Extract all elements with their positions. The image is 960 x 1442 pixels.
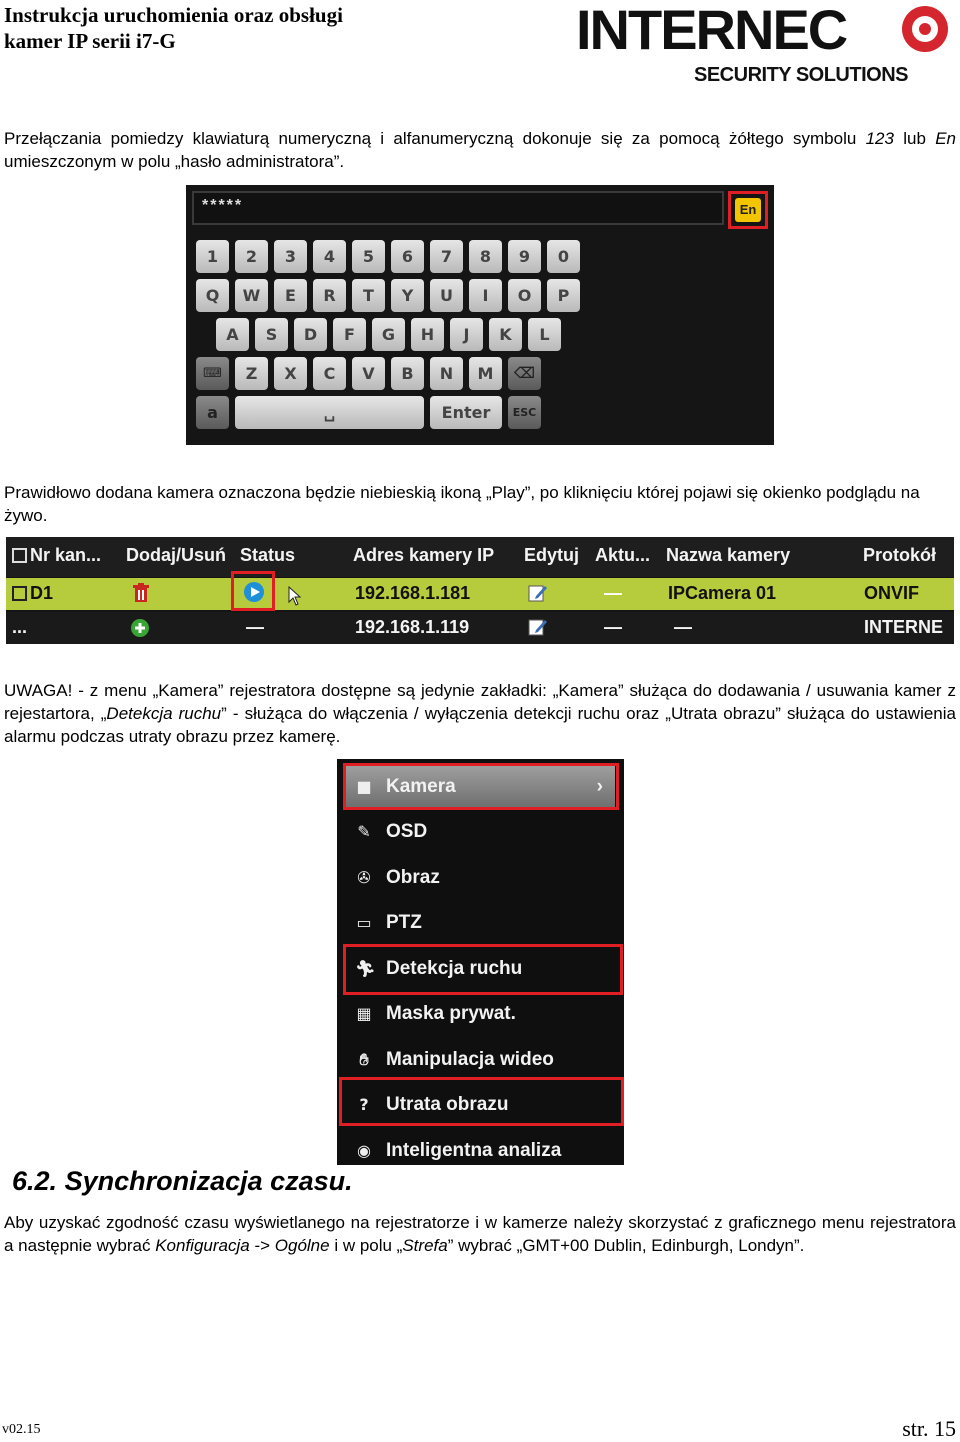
footer-version: v02.15 [2,1422,41,1437]
key-m[interactable]: M [469,357,502,390]
text-run: ” wybrać „GMT+00 Dublin, Edinburgh, Londyn”. [447,1236,805,1255]
ptz-icon: ▭ [356,913,372,932]
key-5[interactable]: 5 [352,240,385,273]
play-icon-highlight [231,571,275,611]
key-6[interactable]: 6 [391,240,424,273]
key-4[interactable]: 4 [313,240,346,273]
key-t[interactable]: T [352,279,385,312]
en-key[interactable]: En [735,198,761,222]
backspace-icon[interactable]: ⌫ [508,357,541,390]
highlight-kamera [343,763,619,810]
question-icon: ? [359,1095,369,1114]
delete-icon[interactable] [132,583,150,608]
highlight-detekcja-ruchu [343,944,623,995]
menu-item-manipulacja[interactable] [345,1039,615,1081]
document-title [4,2,343,54]
key-row-numbers [196,240,586,273]
text-run: En [935,129,956,148]
key-w[interactable]: W [235,279,268,312]
row-camera-name: IPCamera 01 [668,583,777,603]
key-9[interactable]: 9 [508,240,541,273]
en-key-highlight [728,191,768,229]
key-k[interactable]: K [489,318,522,351]
key-d[interactable]: D [294,318,327,351]
mask-icon: ▦ [356,1004,372,1023]
key-u[interactable]: U [430,279,463,312]
key-row-zxcv [196,357,547,390]
col-header-camera-name[interactable]: Nazwa kamery [666,545,791,565]
section-heading [12,1166,353,1197]
table-row[interactable] [6,612,954,644]
text-run: 123 [865,129,894,148]
key-r[interactable]: R [313,279,346,312]
menu-item-inteligentna-analiza[interactable] [345,1130,615,1172]
menu-item-label: Maska prywat. [386,1003,516,1024]
cursor-icon [288,586,302,611]
key-p[interactable]: P [547,279,580,312]
key-a[interactable]: A [216,318,249,351]
row-update: — [604,583,622,603]
row-ip: 192.168.1.181 [355,583,471,603]
password-field[interactable]: ***** [192,191,724,225]
logo-tagline: SECURITY SOLUTIONS [694,64,908,86]
text-run: ” - służąca do włączenia / wyłączenia detekcji ruchu oraz „Utrata obrazu” służąca do ustawienia alarmu podczas utraty obrazu przez kamerę. [4,704,956,746]
text-run: Przełączania pomiedzy klawiaturą numeryczną i alfanumeryczną dokonuje się za pomocą żółtego symbolu [4,129,866,148]
row-protocol: INTERNE [864,617,944,637]
key-b[interactable]: B [391,357,424,390]
row-ip: 192.168.1.119 [355,617,470,637]
logo-ring-icon [902,6,948,52]
add-icon[interactable] [130,618,150,643]
menu-item-label: Kamera [386,776,456,797]
key-f[interactable]: F [333,318,366,351]
key-q[interactable]: Q [196,279,229,312]
key-0[interactable]: 0 [547,240,580,273]
camera-icon: ■ [356,777,372,796]
document-title-line1: Instrukcja uruchomienia oraz obsługi [4,3,343,27]
col-header-update[interactable]: Aktu... [595,545,651,565]
text-run: Detekcja ruchu [106,704,222,723]
paragraph-time-sync [4,1211,956,1257]
highlight-utrata-obrazu [339,1077,624,1126]
key-row-bottom [196,396,547,429]
text-run: umieszczonym w polu „hasło administratora”. [4,152,345,171]
key-n[interactable]: N [430,357,463,390]
menu-item-label: PTZ [386,912,422,933]
text-run: UWAGA! - z menu „Kamera” rejestratora dostępne są jedynie zakładki: „Kamera” służąca do dodawania / usuwania kamer z rejestartora, „ [4,681,956,723]
key-e[interactable]: E [274,279,307,312]
text-run: lub [893,129,936,148]
row-update: — [604,617,622,637]
row-channel-label: D1 [30,583,54,603]
hand-icon: ✋︎ [359,1050,369,1069]
key-z[interactable]: Z [235,357,268,390]
play-icon[interactable] [244,582,264,602]
menu-item-ptz[interactable] [345,902,615,944]
col-header-status[interactable]: Status [240,545,296,565]
camera-list-header [6,537,954,577]
footer-page-number: str. 15 [902,1416,956,1441]
key-g[interactable]: G [372,318,405,351]
key-1[interactable]: 1 [196,240,229,273]
text-run: Konfiguracja [155,1236,250,1255]
keyboard-mode-key[interactable]: a [196,396,229,429]
enter-key[interactable]: Enter [430,396,502,429]
menu-item-label: Utrata obrazu [386,1094,509,1115]
aperture-icon: ✇ [357,868,371,887]
row-channel [12,583,53,604]
key-o[interactable]: O [508,279,541,312]
menu-item-label: OSD [386,821,428,842]
camera-list-screenshot [6,537,954,643]
col-header-ip[interactable]: Adres kamery IP [353,545,495,565]
menu-item-label: Obraz [386,867,440,888]
table-row[interactable] [6,578,954,610]
key-c[interactable]: C [313,357,346,390]
edit-icon[interactable] [528,583,548,608]
menu-item-label: Inteligentna analiza [386,1140,562,1161]
key-y[interactable]: Y [391,279,424,312]
text-run: -> [249,1236,275,1255]
col-header-protocol[interactable]: Protokół [863,545,937,565]
row-status: — [246,617,264,637]
space-key[interactable]: ␣ [235,396,424,429]
row-camera-name: — [674,617,692,637]
pencil-icon: ✎ [357,822,371,841]
paragraph-keyboard-switch [4,127,956,173]
paragraph-play-icon: Prawidłowo dodana kamera oznaczona będzie niebieskią ikoną „Play”, po kliknięciu której pojawi się okienko podglądu na żywo. [4,483,920,525]
key-7[interactable]: 7 [430,240,463,273]
running-person-icon: 🏃︎ [355,959,376,978]
select-all-checkbox[interactable] [12,548,27,563]
onscreen-keyboard-screenshot [186,185,774,445]
key-i[interactable]: I [469,279,502,312]
key-s[interactable]: S [255,318,288,351]
internec-logo [576,2,952,88]
key-j[interactable]: J [450,318,483,351]
menu-item-maska[interactable] [345,993,615,1035]
text-run: Strefa [402,1236,448,1255]
globe-icon[interactable]: ⌨ [196,357,229,390]
chevron-right-icon: › [596,776,603,797]
text-run: Ogólne [274,1236,330,1255]
menu-item-label: Manipulacja wideo [386,1049,554,1070]
section-number: 6.2. [12,1166,58,1196]
key-row-asdf [216,318,567,351]
menu-item-label: Detekcja ruchu [386,958,523,979]
camera-menu-screenshot [337,759,624,1165]
logo-wordmark: INTERNEC [576,0,847,61]
row-channel: ... [12,617,28,637]
esc-key[interactable]: ESC [508,396,541,429]
key-row-qwerty [196,279,586,312]
paragraph-warning [4,679,956,748]
key-3[interactable]: 3 [274,240,307,273]
col-header-label: Nr kan... [30,545,102,565]
row-checkbox[interactable] [12,586,27,601]
key-v[interactable]: V [352,357,385,390]
menu-item-obraz[interactable] [345,857,615,899]
text-run: Aby uzyskać zgodność czasu wyświetlanego na rejestratorze i w kamerze należy skorzystać z graficznego menu rejestratora a następnie wybrać [4,1213,956,1255]
section-title: Synchronizacja czasu. [64,1166,353,1196]
analysis-icon: ◉ [357,1141,371,1160]
key-l[interactable]: L [528,318,561,351]
text-run: i w polu „ [329,1236,403,1255]
edit-icon[interactable] [528,617,548,642]
document-title-line2: kamer IP serii i7-G [4,29,176,53]
menu-item-osd[interactable] [345,811,615,853]
col-header-edit[interactable]: Edytuj [524,545,580,565]
key-2[interactable]: 2 [235,240,268,273]
key-x[interactable]: X [274,357,307,390]
key-h[interactable]: H [411,318,444,351]
col-header-add-remove[interactable]: Dodaj/Usuń [126,545,227,565]
key-8[interactable]: 8 [469,240,502,273]
row-protocol: ONVIF [864,583,920,603]
col-header-channel[interactable] [12,545,101,566]
